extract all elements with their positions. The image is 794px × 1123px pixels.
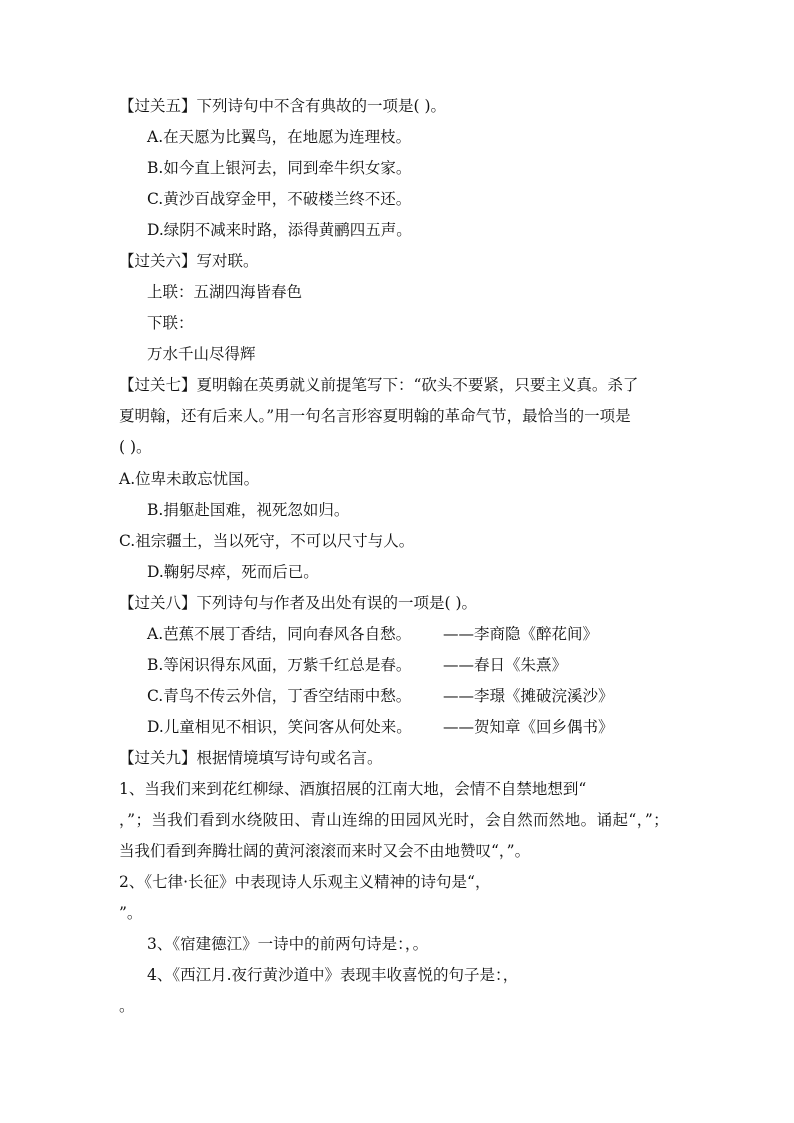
q9-item2-line1: 2、《七律·长征》中表现诗人乐观主义精神的诗句是“， [119,873,491,891]
q9-item4-line1: 4、《西江月.夜行黄沙道中》表现丰收喜悦的句子是：， [147,966,519,984]
q9-item4-line2: 。 [119,997,135,1015]
q9-item1-line1: 1、当我们来到花红柳绿、酒旗招展的江南大地，会情不自禁地想到“ [119,780,587,798]
q6-stem: 【过关六】写对联。 [119,252,259,270]
q7-option-c: C.祖宗疆土，当以死守，不可以尺寸与人。 [119,532,415,550]
q5-stem: 【过关五】下列诗句中不含有典故的一项是( )。 [119,97,447,115]
q9-item1-line3: 当我们看到奔腾壮阔的黄河滚滚而来时又会不由地赞叹“，”。 [119,842,531,860]
q7-option-a: A.位卑未敢忘忧国。 [119,470,260,488]
q8-option-a: A.芭蕉不展丁香结，同向春风各自愁。 [147,625,412,643]
q8-option-d: D.儿童相见不相识，笑问客从何处来。 [147,718,412,736]
q7-stem-line3: ( )。 [119,438,152,456]
q7-option-d: D.鞠躬尽瘁，死而后已。 [147,563,319,581]
q5-option-d: D.绿阴不减来时路，添得黄鹂四五声。 [147,221,412,239]
q6-lower-answer: 万水千山尽得辉 [147,345,256,363]
q9-item2-line2: ”。 [119,904,143,922]
q7-stem-line2: 夏明翰，还有后来人。”用一句名言形容夏明翰的革命气节，最恰当的一项是 [119,407,631,425]
q8-option-d-source: ——贺知章《回乡偶书》 [443,718,614,736]
q8-option-b-source: ——春日《朱熹》 [443,656,568,674]
q8-stem: 【过关八】下列诗句与作者及出处有误的一项是( )。 [119,594,478,612]
q8-option-a-source: ——李商隐《醉花间》 [443,625,599,643]
q5-option-b: B.如今直上银河去，同到牵牛织女家。 [147,159,412,177]
q5-option-a: A.在天愿为比翼鸟，在地愿为连理枝。 [147,128,412,146]
q9-item1-line2: ，”；当我们看到水绕陂田、青山连绵的田园风光时，会自然而然地。诵起“，”； [119,811,670,829]
q6-lower-label: 下联： [147,314,194,332]
q7-option-b: B.捐躯赴国难，视死忽如归。 [147,501,350,519]
q8-option-b: B.等闲识得东风面，万紫千红总是春。 [147,656,412,674]
q8-option-c-source: ——李璟《摊破浣溪沙》 [443,687,614,705]
q5-option-c: C.黄沙百战穿金甲，不破楼兰终不还。 [147,190,412,208]
q6-upper-couplet: 上联：五湖四海皆春色 [147,283,303,301]
q8-option-c: C.青鸟不传云外信，丁香空结雨中愁。 [147,687,412,705]
q7-stem-line1: 【过关七】夏明翰在英勇就义前提笔写下：“砍头不要紧，只要主义真。杀了 [119,376,639,394]
q9-stem: 【过关九】根据情境填写诗句或名言。 [119,749,383,767]
q9-item3: 3、《宿建德江》一诗中的前两句诗是：，。 [147,935,429,953]
